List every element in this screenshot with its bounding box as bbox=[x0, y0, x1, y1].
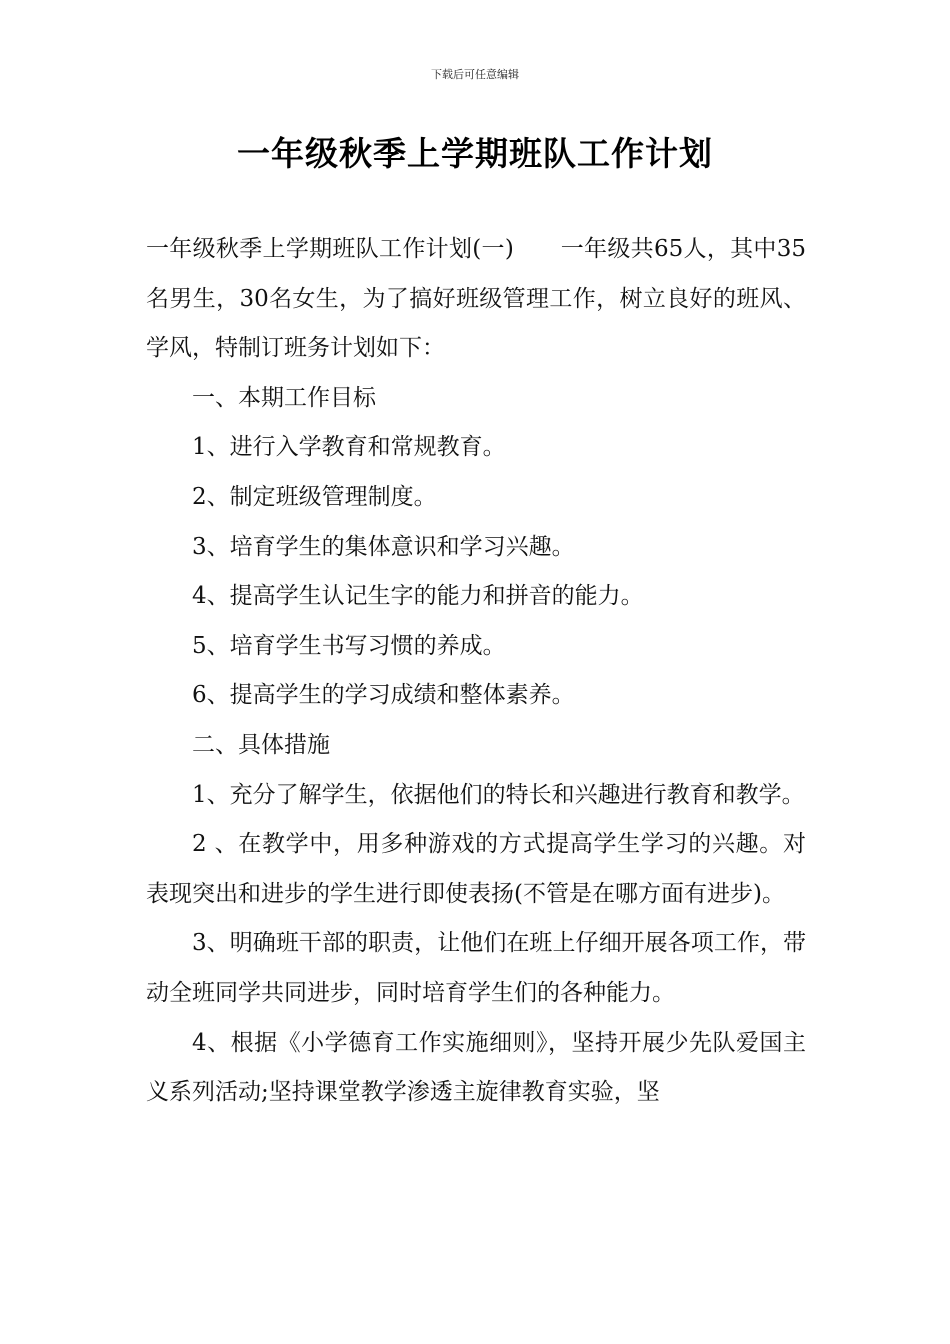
document-title: 一年级秋季上学期班队工作计划 bbox=[237, 134, 713, 173]
measure-item-4: 4、根据《小学德育工作实施细则》，坚持开展少先队爱国主义系列活动;坚持课堂教学渗透主旋律教育实验，坚 bbox=[146, 1029, 806, 1106]
goal-item-2: 2、制定班级管理制度。 bbox=[192, 483, 437, 510]
goal-item-6: 6、提高学生的学习成绩和整体素养。 bbox=[192, 682, 575, 709]
section-heading-goals: 一、本期工作目标 bbox=[192, 384, 376, 411]
measure-item-3: 3、明确班干部的职责，让他们在班上仔细开展各项工作，带动全班同学共同进步，同时培育学生们的各种能力。 bbox=[146, 930, 806, 1006]
goal-item-5: 5、培育学生书写习惯的养成。 bbox=[192, 632, 506, 659]
goal-item-1: 1、进行入学教育和常规教育。 bbox=[192, 434, 506, 461]
header-note: 下载后可任意编辑 bbox=[431, 68, 519, 81]
intro-paragraph: 一年级秋季上学期班队工作计划(一) 一年级共65人，其中35名男生，30名女生，为了搞好班级管理工作，树立良好的班风、学风，特制订班务计划如下： bbox=[146, 236, 806, 362]
measure-item-2: 2 、在教学中，用多种游戏的方式提高学生学习的兴趣。对表现突出和进步的学生进行即使表扬(不管是在哪方面有进步)。 bbox=[146, 831, 806, 907]
measure-item-1: 1、充分了解学生，依据他们的特长和兴趣进行教育和教学。 bbox=[192, 781, 805, 808]
goal-item-4: 4、提高学生认记生字的能力和拼音的能力。 bbox=[192, 583, 644, 610]
section-heading-measures: 二、具体措施 bbox=[192, 731, 330, 758]
document-body bbox=[146, 225, 806, 1118]
goal-item-3: 3、培育学生的集体意识和学习兴趣。 bbox=[192, 533, 575, 560]
